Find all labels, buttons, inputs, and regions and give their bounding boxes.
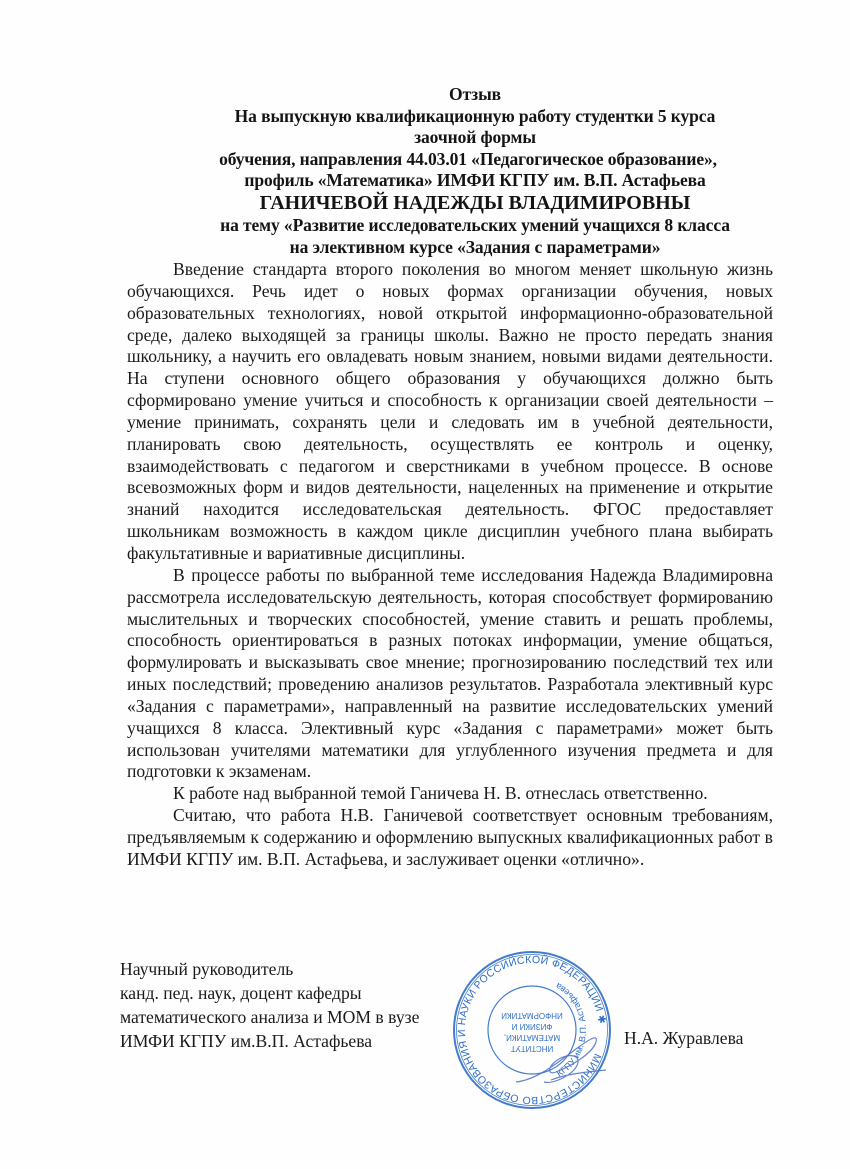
stamp-inner-text: КГПУ им. В.П. Астафьева	[553, 980, 589, 1079]
supervisor-department: математического анализа и МОМ в вузе	[120, 1007, 420, 1027]
header-line-1: На выпускную квалификационную работу студентки 5 курса	[234, 105, 716, 126]
stamp-outer-text: МИНИСТЕРСТВО ОБРАЗОВАНИЯ И НАУКИ РОССИЙСКОЙ ФЕДЕРАЦИИ ✱	[455, 953, 608, 1107]
stamp-center-line-3: ФИЗИКИ И	[511, 1022, 553, 1031]
stamp-center-line-1: ИНСТИТУТ	[510, 1044, 554, 1053]
paragraph-conclusion: Считаю, что работа Н.В. Ганичевой соответствует основным требованиям, предъявляемым к содержанию и оформлению выпускных квалификационных работ в ИМФИ КГПУ им. В.П. Астафьева, и заслуживает оценки «отлично».	[127, 805, 773, 869]
signer-name: Н.А. Журавлева	[624, 1028, 744, 1048]
supervisor-institution: ИМФИ КГПУ им.В.П. Астафьева	[120, 1031, 373, 1051]
supervisor-signature-block	[120, 957, 450, 1053]
stamp-center-line-2: МАТЕМАТИКИ,	[503, 1033, 561, 1042]
document-title: Отзыв	[448, 84, 502, 104]
paragraph-intro: Введение стандарта второго поколения во многом меняет школьную жизнь обучающихся. Речь идет о новых формах организации обучения, новых образовательных технологиях, новой открытой информационно-образовательной среде, далеко выходящей за границы школы. Важно не просто передать знания школьнику, а научить его овладевать новым знанием, новыми видами деятельности. На ступени основного общего образования у обучающихся должно быть сформировано умение учиться и способность к организации своей деятельности – умение принимать, сохранять цели и следовать им в учебной деятельности, планировать свою деятельность, осуществлять ее контроль и оценку, взаимодействовать с педагогом и сверстниками в учебном процессе. В основе всевозможных форм и видов деятельности, нацеленных на применение и открытие знаний находится исследовательская деятельность. ФГОС предоставляет школьникам возможность в каждом цикле дисциплин учебного плана выбирать факультативные и вариативные дисциплины.	[127, 259, 773, 563]
header-line-3: обучения, направления 44.03.01 «Педагогическое образование»,	[219, 148, 717, 169]
student-name: ГАНИЧЕВОЙ НАДЕЖДЫ ВЛАДИМИРОВНЫ	[259, 191, 691, 214]
institution-stamp	[452, 950, 612, 1110]
supervisor-role: Научный руководитель	[120, 959, 294, 979]
topic-line-2: на элективном курсе «Задания с параметрами»	[289, 236, 661, 257]
supervisor-degree: канд. пед. наук, доцент кафедры	[120, 983, 362, 1003]
paragraph-attitude: К работе над выбранной темой Ганичева Н. В. отнеслась ответственно.	[173, 783, 708, 804]
header-line-4: профиль «Математика» ИМФИ КГПУ им. В.П. Астафьева	[244, 170, 706, 191]
review-body	[127, 259, 773, 871]
stamp-center-line-4: ИНФОРМАТИКИ	[501, 1011, 563, 1020]
paragraph-work-description: В процессе работы по выбранной теме исследования Надежда Владимировна рассмотрела исследовательскую деятельность, которая способствует формированию мыслительных и творческих способностей, умение ставить и решать проблемы, способность ориентироваться в разных потоках информации, умение общаться, формулировать и высказывать свое мнение; прогнозированию последствий тех или иных последствий; проведению анализов результатов. Разработала элективный курс «Задания с параметрами», направленный на развитие исследовательских умений учащихся 8 класса. Элективный курс «Задания с параметрами» может быть использован учителями математики для углубленного изучения предмета и для подготовки к экзаменам.	[127, 564, 773, 782]
document-header	[175, 84, 775, 258]
header-line-2: заочной формы	[414, 127, 536, 148]
topic-line-1: на тему «Развитие исследовательских умений учащихся 8 класса	[220, 214, 730, 235]
